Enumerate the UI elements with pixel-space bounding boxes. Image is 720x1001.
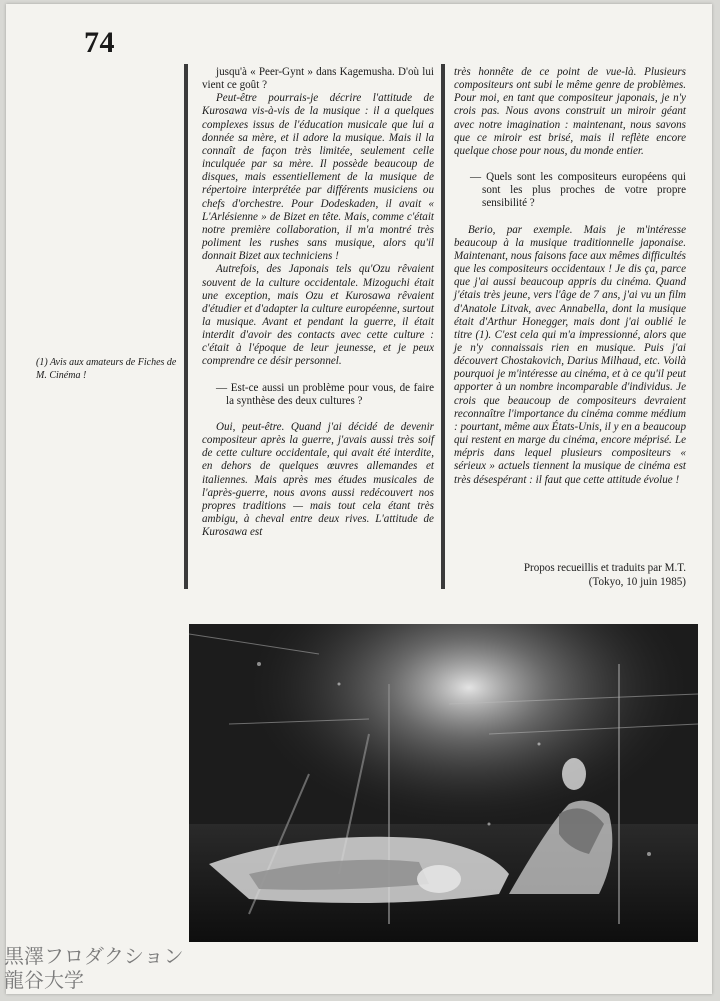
column-rule-left xyxy=(184,64,188,589)
watermark-line: 黒澤フロダクション xyxy=(4,944,184,968)
credit-line: Propos recueillis et traduits par M.T. xyxy=(523,562,686,574)
footnote: (1) Avis aux amateurs de Fiches de M. Cinéma ! xyxy=(36,357,177,381)
interview-question: — Quels sont les compositeurs européens qui sont les plus proches de votre propre sensibilité ? xyxy=(470,171,686,210)
text-column-2 xyxy=(454,66,686,487)
interview-credit xyxy=(446,561,686,589)
text-column-1 xyxy=(202,66,434,539)
interview-answer: Peut-être pourrais-je décrire l'attitude de Kurosawa vis-à-vis de la musique : il a quelques complexes issus de l'éducation musicale que lui a donnée sa mère, et il adore la musique. Mais il la connaît de façon très limitée, seulement celle inculquée par sa mère. Il possède beaucoup de disques, mais essentiellement de la musique de répertoire interprétée par différents musiciens ou chefs d'orchestre. Pour Dodeskaden, il avait « L'Arlésienne » de Bizet en tête. Mais, comme c'était notre première collaboration, il m'a montré très poliment les rushes sans musique, alors qu'il donnait Bizet aux techniciens ! xyxy=(202,92,434,263)
interview-answer: Autrefois, des Japonais tels qu'Ozu rêvaient souvent de la culture occidentale. Mizoguchi était une exception, mais Ozu et Kurosawa rêvaient d'étudier et d'adapter la culture européenne, surtout la musique. Avant et pendant la guerre, il était interdit d'avoir des contacts avec cette culture : c'était à l'époque de leur jeunesse, et je peux comprendre ce désir personnel. xyxy=(202,263,434,368)
column-rule-middle xyxy=(441,64,445,589)
interview-question: — Est-ce aussi un problème pour vous, de faire la synthèse des deux cultures ? xyxy=(216,381,434,407)
watermark xyxy=(4,944,184,992)
watermark-line: 龍谷大学 xyxy=(4,968,84,992)
film-still-photo xyxy=(189,624,698,942)
interview-answer: Berio, par exemple. Mais je m'intéresse beaucoup à la musique traditionnelle japonaise. Maintenant, nous faisons face aux mêmes difficultés que les compositeurs occidentaux ! Je dis ça, parce que j'ai aussi beaucoup appris du cinéma. Quand j'étais très jeune, vers l'âge de 7 ans, j'ai vu un film d'Anatole Litvak, avec Annabella, dont la musique était d'Arthur Honegger, mais dont j'ai oublié le titre (1). C'est cela qui m'a impressionné, alors que je n'y connaissais rien en musique. Puis j'ai découvert Chostakovich, Darius Milhaud, etc. Voilà pourquoi je m'intéresse au cinéma, et à ce qu'il peut apporter à un nombre incomparable d'individus. Je crois que beaucoup de compositeurs devraient reconnaître l'importance du cinéma comme médium : pourtant, même aux États-Unis, il y en a beaucoup qui restent en marge du cinéma, encore méprisé. Le mépris dans lequel plusieurs compositeurs « sérieux » actuels tiennent la musique de cinéma est très désespérant : il faut que cette attitude évolue ! xyxy=(454,223,686,486)
interview-question-end: jusqu'à « Peer-Gynt » dans Kagemusha. D'où lui vient ce goût ? xyxy=(202,66,434,92)
page-sheet xyxy=(6,4,712,994)
film-still-image xyxy=(189,624,698,942)
interview-answer: Oui, peut-être. Quand j'ai décidé de devenir compositeur après la guerre, j'avais aussi très soif de cette culture occidentale, qui avait été interdite, en dehors de quelques œuvres allemandes et italiennes. Mais après mes études musicales de l'après-guerre, nous avons aussi redécouvert nos propres traditions — mais tout cela étant très ambigu, à cheval entre deux rives. L'attitude de Kurosawa est xyxy=(202,420,434,539)
credit-date: (Tokyo, 10 juin 1985) xyxy=(588,576,686,588)
page-number: 74 xyxy=(84,26,115,59)
interview-answer: très honnête de ce point de vue-là. Plusieurs compositeurs ont subi le même genre de problèmes. Pour moi, en tant que compositeur japonais, je n'y crois pas. Nous avons construit un miroir géant avec notre imagination : maintenant, nous savons que ce miroir est brisé, mais il reflète encore quelque chose pour nous, du monde entier. xyxy=(454,66,686,157)
